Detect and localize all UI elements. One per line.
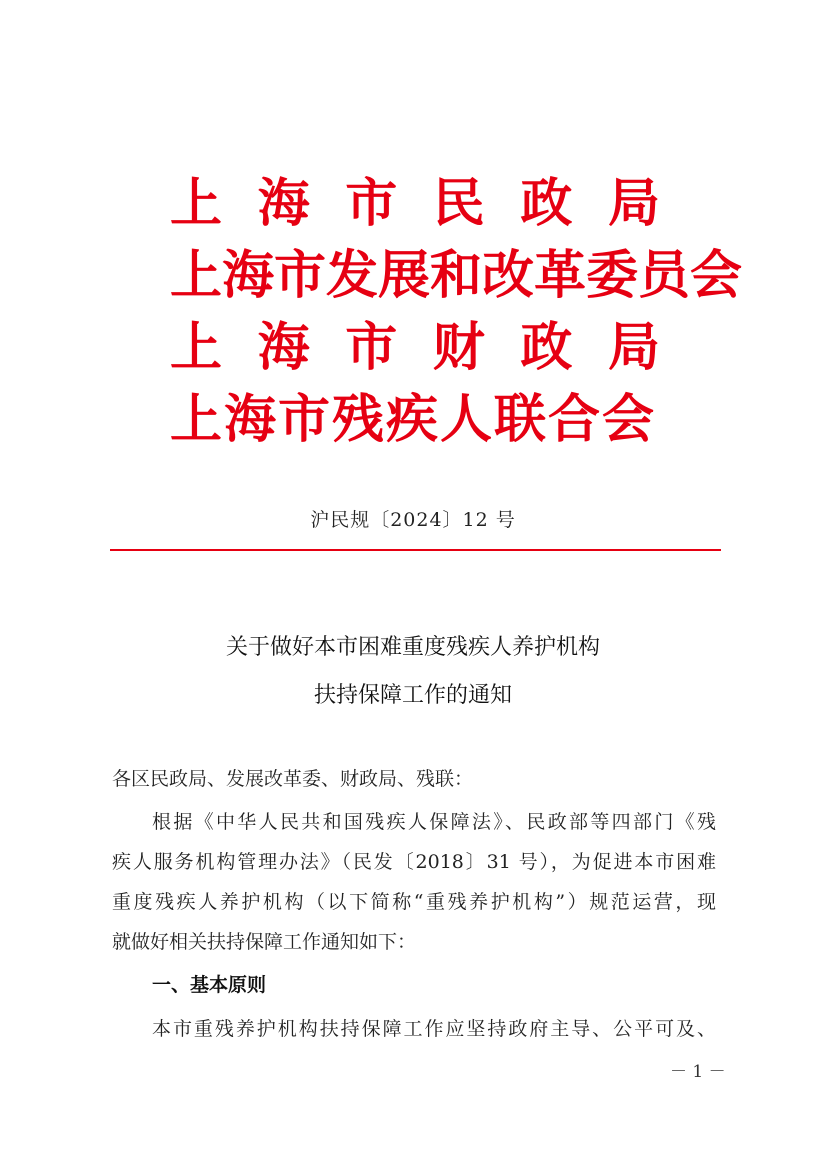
paragraph-1-last-line: 就做好相关扶持保障工作通知如下：	[112, 931, 417, 953]
issuer-civil-affairs-bureau	[170, 168, 660, 240]
document-number: 沪民规〔2024〕12 号	[310, 509, 516, 531]
issuer-char: 上	[170, 318, 223, 378]
issuer-char: 政	[520, 318, 573, 378]
issuer-char: 局	[607, 318, 660, 378]
issuer-char: 海	[257, 318, 310, 378]
issuer-char: 海	[257, 174, 310, 234]
issuer-char: 民	[432, 174, 485, 234]
addressee: 各区民政局、发展改革委、财政局、残联：	[112, 768, 474, 790]
issuer-char: 上	[170, 174, 223, 234]
paragraph-2: 本市重残养护机构扶持保障工作应坚持政府主导、公平可及、	[152, 1018, 716, 1040]
issuer-char: 财	[432, 318, 485, 378]
issuer-char: 局	[607, 174, 660, 234]
issuer-development-reform-commission: 上海市发展和改革委员会	[170, 246, 743, 306]
paragraph-1-line: 重度残疾人养护机构（以下简称“重残养护机构”）规范运营，现	[112, 891, 716, 913]
paragraph-1-line: 疾人服务机构管理办法》（民发〔2018〕31 号），为促进本市困难	[112, 851, 716, 873]
issuer-char: 政	[520, 174, 573, 234]
document-title-line-2: 扶持保障工作的通知	[313, 683, 512, 708]
paragraph-1	[112, 802, 716, 922]
issuing-authorities	[170, 168, 743, 456]
issuer-disabled-persons-federation: 上海市残疾人联合会	[170, 390, 657, 450]
paragraph-1-line: 根据《中华人民共和国残疾人保障法》、民政部等四部门《残	[152, 811, 716, 833]
page-number: － 1 －	[670, 1062, 726, 1082]
issuer-char: 市	[345, 318, 398, 378]
red-divider-line	[110, 549, 721, 551]
issuer-finance-bureau	[170, 312, 660, 384]
section-heading-basic-principles: 一、基本原则	[152, 974, 267, 996]
issuer-char: 市	[345, 174, 398, 234]
document-title-line-1: 关于做好本市困难重度残疾人养护机构	[225, 635, 600, 660]
